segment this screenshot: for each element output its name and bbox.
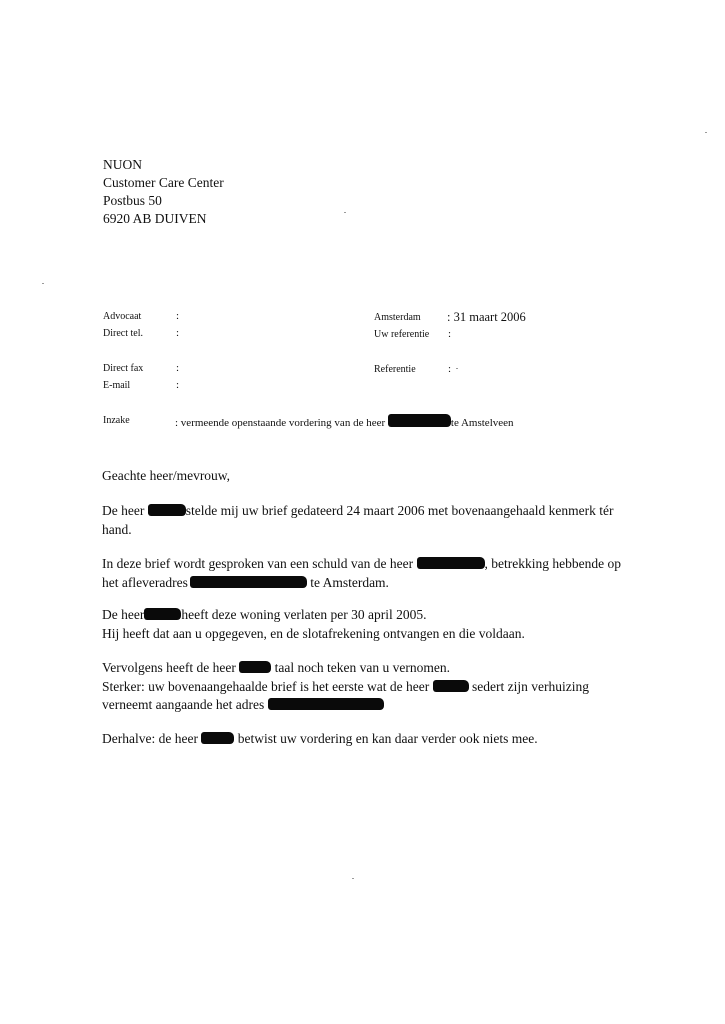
p1-text-a: De heer	[102, 503, 145, 518]
redacted-name	[433, 680, 469, 692]
letter-date: : 31 maart 2006	[447, 310, 526, 324]
paragraph-4	[102, 659, 589, 715]
p2-text-c: het afleveradres	[102, 574, 188, 590]
recipient-postal: 6920 AB DUIVEN	[103, 211, 207, 226]
paragraph-1	[102, 502, 613, 539]
scan-speck	[352, 878, 354, 879]
redacted-name	[144, 608, 181, 620]
referentie-colon: :	[448, 363, 452, 375]
uw-referentie-label: Uw referentie	[374, 329, 430, 340]
paragraph-3	[102, 606, 525, 643]
redacted-name	[201, 732, 234, 744]
redacted-address	[190, 576, 307, 588]
p5-text-b: betwist uw vordering en kan daar verder ook niets mee.	[237, 731, 538, 746]
subject-text	[175, 414, 514, 429]
subject-text-before: : vermeende openstaande vordering van de heer	[175, 417, 386, 429]
p4-text-b: taal noch teken van u vernomen.	[274, 660, 451, 675]
scan-speck	[42, 283, 44, 284]
redacted-name	[148, 504, 186, 516]
scan-speck	[456, 368, 458, 369]
email-colon: :	[176, 379, 180, 391]
p3-text-a: De heer	[102, 607, 145, 622]
p2-text-a: In deze brief wordt gesproken van een schuld van de heer	[102, 556, 414, 571]
p4-text-c: Sterker: uw bovenaangehaalde brief is het eerste wat de heer	[102, 678, 430, 694]
scan-speck	[705, 132, 707, 133]
p2-text-b: , betrekking hebbende op	[484, 556, 621, 571]
email-label: E-mail	[103, 380, 131, 391]
recipient-department: Customer Care Center	[103, 175, 224, 190]
p3-text-b: heeft deze woning verlaten per 30 april 2005.	[181, 607, 427, 622]
redacted-name	[417, 557, 485, 569]
advocaat-label: Advocaat	[103, 311, 142, 322]
paragraph-5	[102, 730, 538, 749]
direct-tel-label: Direct tel.	[103, 328, 143, 339]
salutation: Geachte heer/mevrouw,	[102, 468, 231, 483]
scan-speck	[344, 212, 346, 213]
redacted-name	[239, 661, 271, 673]
direct-fax-colon: :	[176, 362, 180, 374]
p4-text-e: verneemt aangaande het adres	[102, 697, 265, 712]
recipient-address	[103, 156, 224, 228]
recipient-name: NUON	[103, 157, 142, 172]
place-label: Amsterdam	[374, 312, 421, 323]
p4-text-d: sedert zijn verhuizing	[471, 678, 589, 694]
subject-text-after: te Amstelveen	[450, 417, 514, 429]
p1-text-c: hand.	[102, 521, 132, 537]
advocaat-colon: :	[176, 310, 180, 322]
p5-text-a: Derhalve: de heer	[102, 731, 198, 746]
uw-referentie-colon: :	[448, 328, 452, 340]
recipient-po-box: Postbus 50	[103, 193, 162, 208]
redacted-address	[268, 698, 384, 710]
redacted-name	[388, 414, 451, 427]
subject-label: Inzake	[103, 415, 130, 426]
p2-text-d: te Amsterdam.	[310, 574, 389, 590]
p3-text-c: Hij heeft dat aan u opgegeven, en de slotafrekening ontvangen en die voldaan.	[102, 625, 525, 641]
direct-tel-colon: :	[176, 327, 180, 339]
direct-fax-label: Direct fax	[103, 363, 144, 374]
referentie-label: Referentie	[374, 364, 416, 375]
paragraph-2	[102, 555, 621, 592]
p4-text-a: Vervolgens heeft de heer	[102, 660, 236, 675]
p1-text-b: stelde mij uw brief gedateerd 24 maart 2006 met bovenaangehaald kenmerk tér	[185, 503, 614, 518]
